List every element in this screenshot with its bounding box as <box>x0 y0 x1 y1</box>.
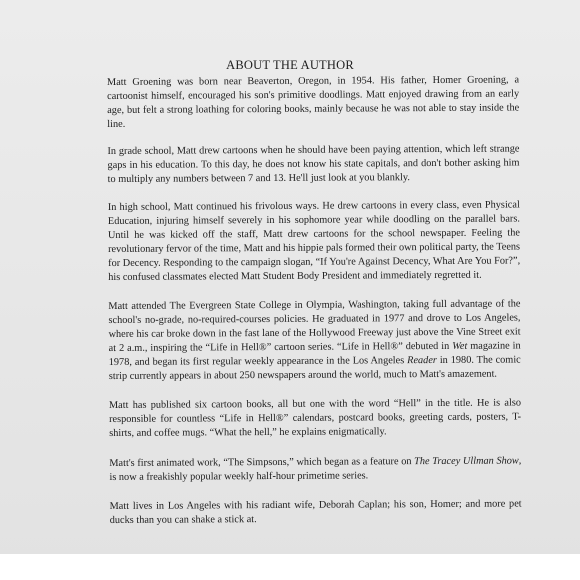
paragraph-family: Matt lives in Los Angeles with his radiant wife, Deborah Caplan; his son, Homer; and more pet ducks than you can shake a stick at. <box>109 498 522 526</box>
paragraph-birth: Matt Groening was born near Beaverton, Oregon, in 1954. His father, Homer Groening, a cartoonist himself, encouraged his son's primitive doodlings. Matt enjoyed drawing from an early age, but felt a strong loathing for coloring books, mainly because he was not able to stay inside the line. <box>107 74 520 130</box>
wet-magazine-title: Wet <box>452 340 468 352</box>
page-title: ABOUT THE AUTHOR <box>226 58 354 72</box>
paragraph-books: Matt has published six cartoon books, all but one with the word “Hell” in the title. He is also responsible for countless “Life in Hell®” calendars, postcard books, greeting cards, posters, T-shirts, and coffee mugs. “What the hell,” he explains enigmatically. <box>108 397 522 439</box>
paragraph-college <box>108 297 521 384</box>
paragraph-grade-school: In grade school, Matt drew cartoons when he should have been paying attention, which left strange gaps in his education. To this day, he does not know his state capitals, and don't bother asking him to multiply any numbers between 7 and 13. He'll just look at you blankly. <box>107 143 520 185</box>
paragraph-simpsons-text-a: Matt's first animated work, “The Simpsons,” which began as a feature on <box>109 456 415 469</box>
tracey-ullman-show-title: The Tracey Ullman Show <box>414 455 519 468</box>
paragraph-college-text-e: in 1980. The comic strip currently appears in about 250 newspapers around the world, much to Matt's amazement. <box>108 354 521 382</box>
paragraph-college-text-c: magazine in 1978, and began its first regular weekly appearance in the Los Angeles <box>108 340 521 368</box>
paragraph-high-school: In high school, Matt continued his frivolous ways. He drew cartoons in every class, even Physical Education, injuring himself severely in his sophomore year while doodling on the parallel bars. Until he was kicked off the staff, Matt drew cartoons for the school newspaper. Feeling the revolutionary fervor of the time, Matt and his hippie pals formed their own political party, the Teens for Decency. Responding to the campaign slogan, “If You're Against Decency, What Are You For?”, his confused classmates elected Matt Student Body President and immediately regretted it. <box>107 199 521 283</box>
reader-publication-title: Reader <box>407 354 437 367</box>
page-bottom-margin <box>0 554 580 580</box>
paragraph-simpsons-text-c: , is now a freakishly popular weekly half-hour primetime series. <box>109 455 522 483</box>
paragraph-simpsons <box>109 454 521 485</box>
author-biography <box>107 73 522 542</box>
paragraph-college-text-a: Matt attended The Evergreen State College in Olympia, Washington, taking full advantage of the school's no-grade, no-required-courses policies. He graduated in 1977 and drove to Los Angeles, where his car broke down in the fast lane of the Hollywood Freeway just above the Vine Street exit at 2 a.m., inspiring the “Life in Hell®” cartoon series. “Life in Hell®” debuted in <box>108 298 521 354</box>
